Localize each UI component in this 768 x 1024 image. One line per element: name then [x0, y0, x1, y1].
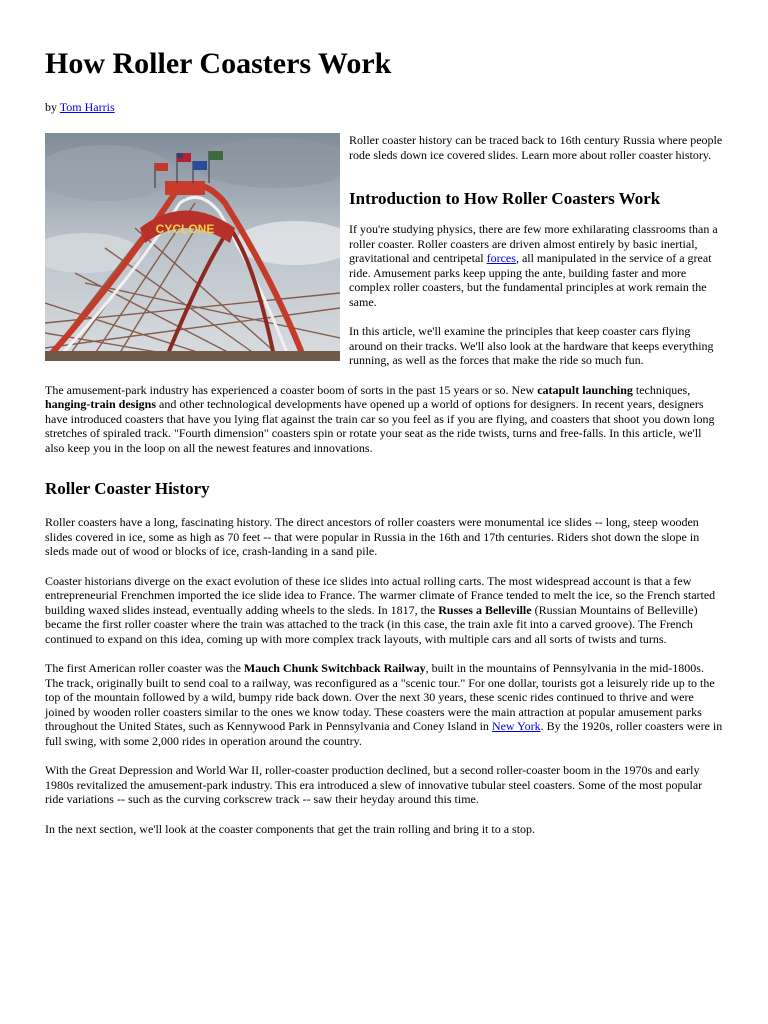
lead-paragraph: Roller coaster history can be traced back to 16th century Russia where people rode sleds down ice covered slides. Learn more about roller coaster history. [349, 133, 723, 162]
intro-heading: Introduction to How Roller Coasters Work [349, 189, 661, 208]
intro-paragraph-1: If you're studying physics, there are few more exhilarating classrooms than a roller coaster. Roller coasters are driven almost entirely by basic inertial, gravitational and centripetal forces, all manipulated in the service of a great ride. Amusement parks keep upping the ante, building faster and more complex roller coasters, but the fundamental principles at work remain the same. [349, 222, 718, 309]
page-title: How Roller Coasters Work [45, 47, 392, 80]
coaster-sign-text: CYCLONE [155, 222, 215, 236]
catapult-launching-term: catapult launching [537, 382, 633, 397]
intro-paragraph-2: In this article, we'll examine the principles that keep coaster cars flying around on their tracks. We'll also look at the hardware that keeps everything running, as well as the forces that make the ride so much fun. [349, 324, 714, 367]
history-paragraph-4: With the Great Depression and World War II, roller-coaster production declined, but a second roller-coaster boom in the 1970s and early 1980s revitalized the amusement-park industry. This era introduced a slew of innovative tubular steel coasters. Some of the most popular ride variations -- such as the curving corkscrew track -- saw their heyday around this time. [45, 763, 703, 806]
new-york-link[interactable]: New York [491, 719, 541, 733]
image-float-spacer [45, 133, 349, 369]
history-paragraph-2: Coaster historians diverge on the exact evolution of these ice slides into actual rolling carts. The most widespread account is that a few entrepreneurial Frenchmen imported the ice slide idea to France. The warmer climate of France tended to melt the ice, so the French started building waxed slides instead, eventually adding wheels to the sleds. In 1817, the Russes a Belleville (Russian Mountains of Belleville) became the first roller coaster where the train was attached to the track (in this case, the train axle fit into a carved groove). The French continued to expand on this idea, coming up with more complex track layouts, with multiple cars and all sorts of twists and turns. [45, 573, 716, 646]
author-link[interactable]: Tom Harris [59, 100, 115, 114]
byline [45, 99, 115, 115]
byline-prefix: by [45, 100, 57, 114]
history-paragraph-5: In the next section, we'll look at the coaster components that get the train rolling and bring it to a stop. [45, 821, 536, 836]
history-heading: Roller Coaster History [45, 479, 210, 498]
russes-belleville-term: Russes a Belleville [438, 602, 532, 617]
history-paragraph-3: The first American roller coaster was the Mauch Chunk Switchback Railway, built in the mountains of Pennsylvania in the mid-1800s. The track, originally built to send coal to a railway, was reconfigured as a "scenic tour." For one dollar, tourists got a leisurely ride up to the top of the mountain followed by a wild, bumpy ride back down. Over the next 30 years, these scenic rides continued to thrive and were joined by wooden roller coasters similar to the ones we know today. These coasters were the main attraction at popular amusement parks throughout the United States, such as Kennywood Park in Pennsylvania and Coney Island in New York. By the 1920s, roller coasters were in full swing, with some 2,000 rides in operation around the country. [45, 661, 723, 748]
forces-link[interactable]: forces [486, 251, 516, 265]
history-paragraph-1: Roller coasters have a long, fascinating history. The direct ancestors of roller coasters were monumental ice slides -- long, steep wooden slides covered in ice, some as high as 70 feet -- that were popular in Russia in the 16th and 17th centuries. Riders shot down the slope in sleds made out of wood or blocks of ice, crash-landing in a sand pile. [45, 515, 700, 558]
intro-paragraph-3: The amusement-park industry has experienced a coaster boom of sorts in the past 15 years or so. New catapult launching techniques, hanging-train designs and other technological developments have opened up a world of options for designers. In recent years, designers have introduced coasters that have you lying flat against the train car so you feel as if you are flying, and coasters that shoot you down long stretches of spiraled track. "Fourth dimension" coasters spin or rotate your seat as the ride twists, turns and free-falls. In this article, we'll also keep you in the loop on all the newest features and innovations. [45, 382, 715, 455]
hanging-train-term: hanging-train designs [45, 397, 157, 411]
article-body [45, 133, 723, 851]
mauch-chunk-term: Mauch Chunk Switchback Railway [243, 661, 426, 675]
